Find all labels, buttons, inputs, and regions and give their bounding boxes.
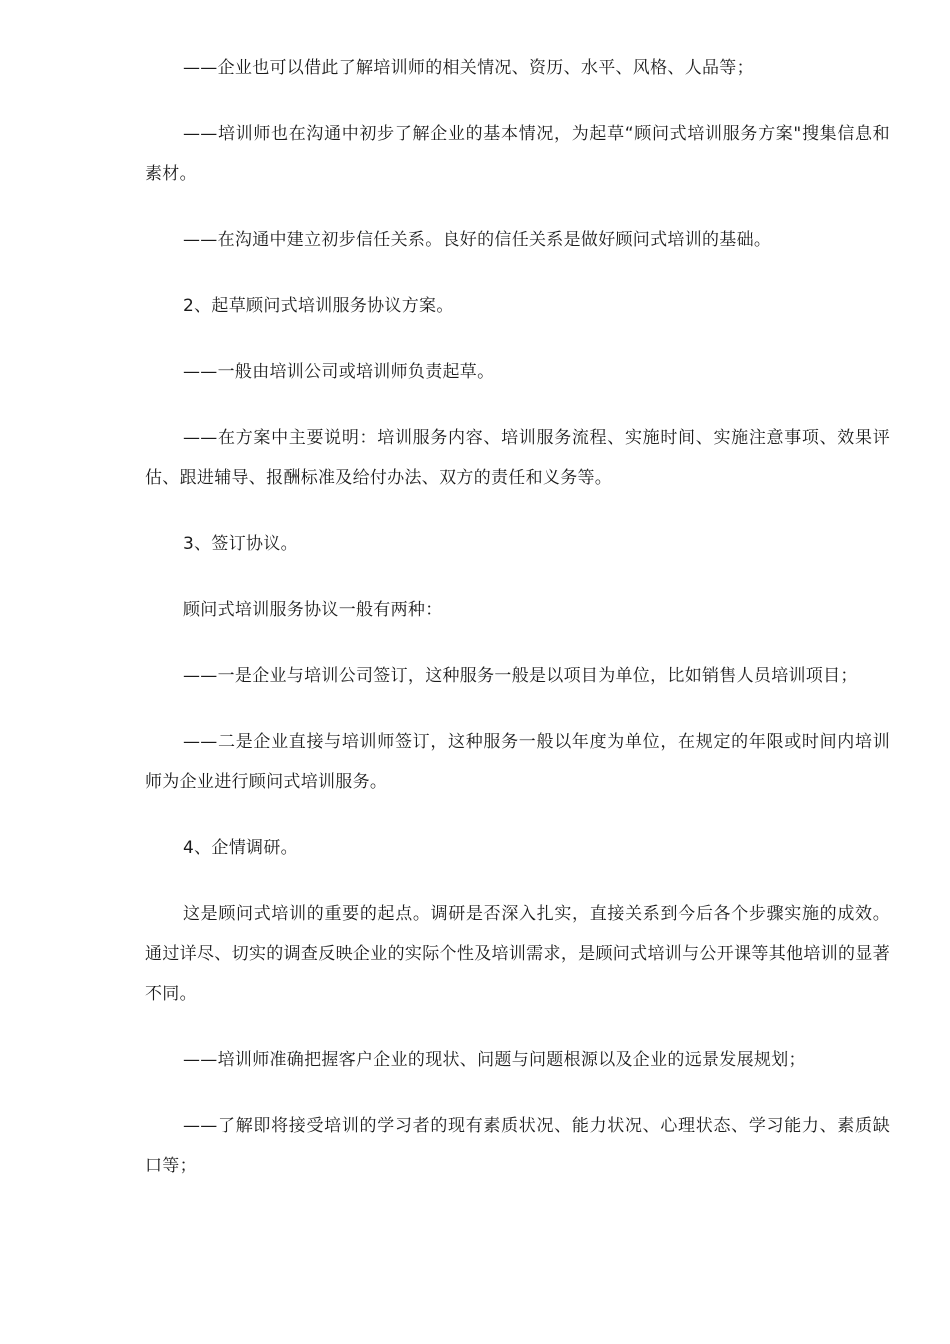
paragraph-11: ——了解即将接受培训的学习者的现有素质状况、能力状况、心理状态、学习能力、素质缺口等； [145, 1116, 890, 1176]
paragraph-7: ——一是企业与培训公司签订，这种服务一般是以项目为单位，比如销售人员培训项目； [183, 666, 858, 686]
section-heading-2: 2、起草顾问式培训服务协议方案。 [183, 296, 454, 316]
paragraph-5: ——在方案中主要说明：培训服务内容、培训服务流程、实施时间、实施注意事项、效果评估、跟进辅导、报酬标准及给付办法、双方的责任和义务等。 [145, 428, 890, 488]
section-heading-3: 3、签订协议。 [183, 534, 298, 554]
paragraph-6: 顾问式培训服务协议一般有两种： [183, 600, 443, 620]
paragraph-2: ——培训师也在沟通中初步了解企业的基本情况，为起草“顾问式培训服务方案"搜集信息和素材。 [145, 124, 890, 184]
paragraph-9: 这是顾问式培训的重要的起点。调研是否深入扎实，直接关系到今后各个步骤实施的成效。通过详尽、切实的调查反映企业的实际个性及培训需求，是顾问式培训与公开课等其他培训的显著不同。 [145, 904, 890, 1004]
paragraph-1: ——企业也可以借此了解培训师的相关情况、资历、水平、风格、人品等； [183, 58, 754, 78]
paragraph-4: ——一般由培训公司或培训师负责起草。 [183, 362, 495, 382]
paragraph-10: ——培训师准确把握客户企业的现状、问题与问题根源以及企业的远景发展规划； [183, 1050, 806, 1070]
document-body [145, 48, 890, 1212]
paragraph-3: ——在沟通中建立初步信任关系。良好的信任关系是做好顾问式培训的基础。 [183, 230, 772, 250]
section-heading-4: 4、企情调研。 [183, 838, 298, 858]
paragraph-8: ——二是企业直接与培训师签订，这种服务一般以年度为单位，在规定的年限或时间内培训师为企业进行顾问式培训服务。 [145, 732, 890, 792]
